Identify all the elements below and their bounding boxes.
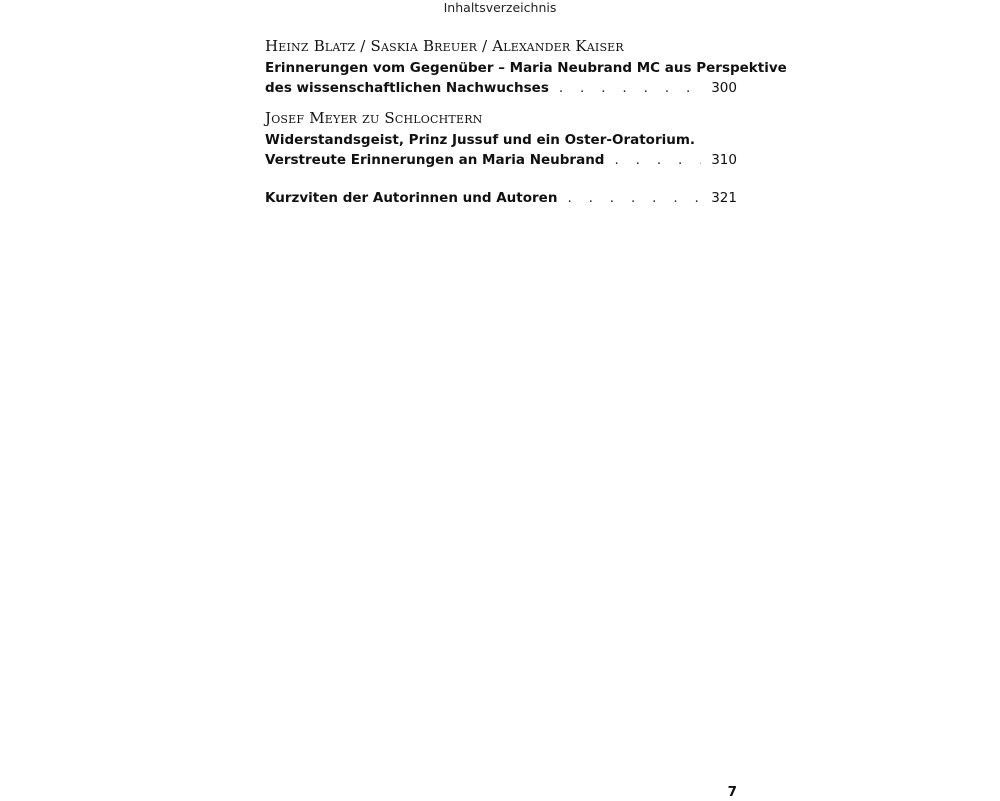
page-number: 7 <box>727 784 737 800</box>
toc-entry-title: Widerstandsgeist, Prinz Jussuf und ein Oster-Oratorium. <box>265 132 696 148</box>
toc-entry-authors: Josef Meyer zu Schlochtern <box>265 109 483 127</box>
running-head: Inhaltsverzeichnis <box>443 0 557 15</box>
toc-entry-title: Verstreute Erinnerungen an Maria Neubrand <box>265 152 605 168</box>
toc-entry-last-line <box>265 78 737 98</box>
toc-entry-page-number: 300 <box>711 80 737 96</box>
toc-entry-last-line <box>265 188 737 208</box>
toc-entry-page-number: 321 <box>711 190 737 206</box>
dot-leader <box>557 188 701 208</box>
dot-leader <box>549 78 701 98</box>
toc-entry-authors: Heinz Blatz / Saskia Breuer / Alexander Kaiser <box>265 37 624 55</box>
toc-entry <box>265 188 737 208</box>
toc-entry-title: des wissenschaftlichen Nachwuchses <box>265 80 549 96</box>
table-of-contents <box>265 36 787 208</box>
toc-entry-title: Erinnerungen vom Gegenüber – Maria Neubrand MC aus Perspektive <box>265 60 787 76</box>
dot-leader <box>604 150 701 170</box>
toc-entry-title: Kurzviten der Autorinnen und Autoren <box>265 190 558 206</box>
toc-entry <box>265 36 787 98</box>
toc-entry-page-number: 310 <box>711 152 737 168</box>
toc-entry-last-line <box>265 150 737 170</box>
toc-entry <box>265 108 737 170</box>
